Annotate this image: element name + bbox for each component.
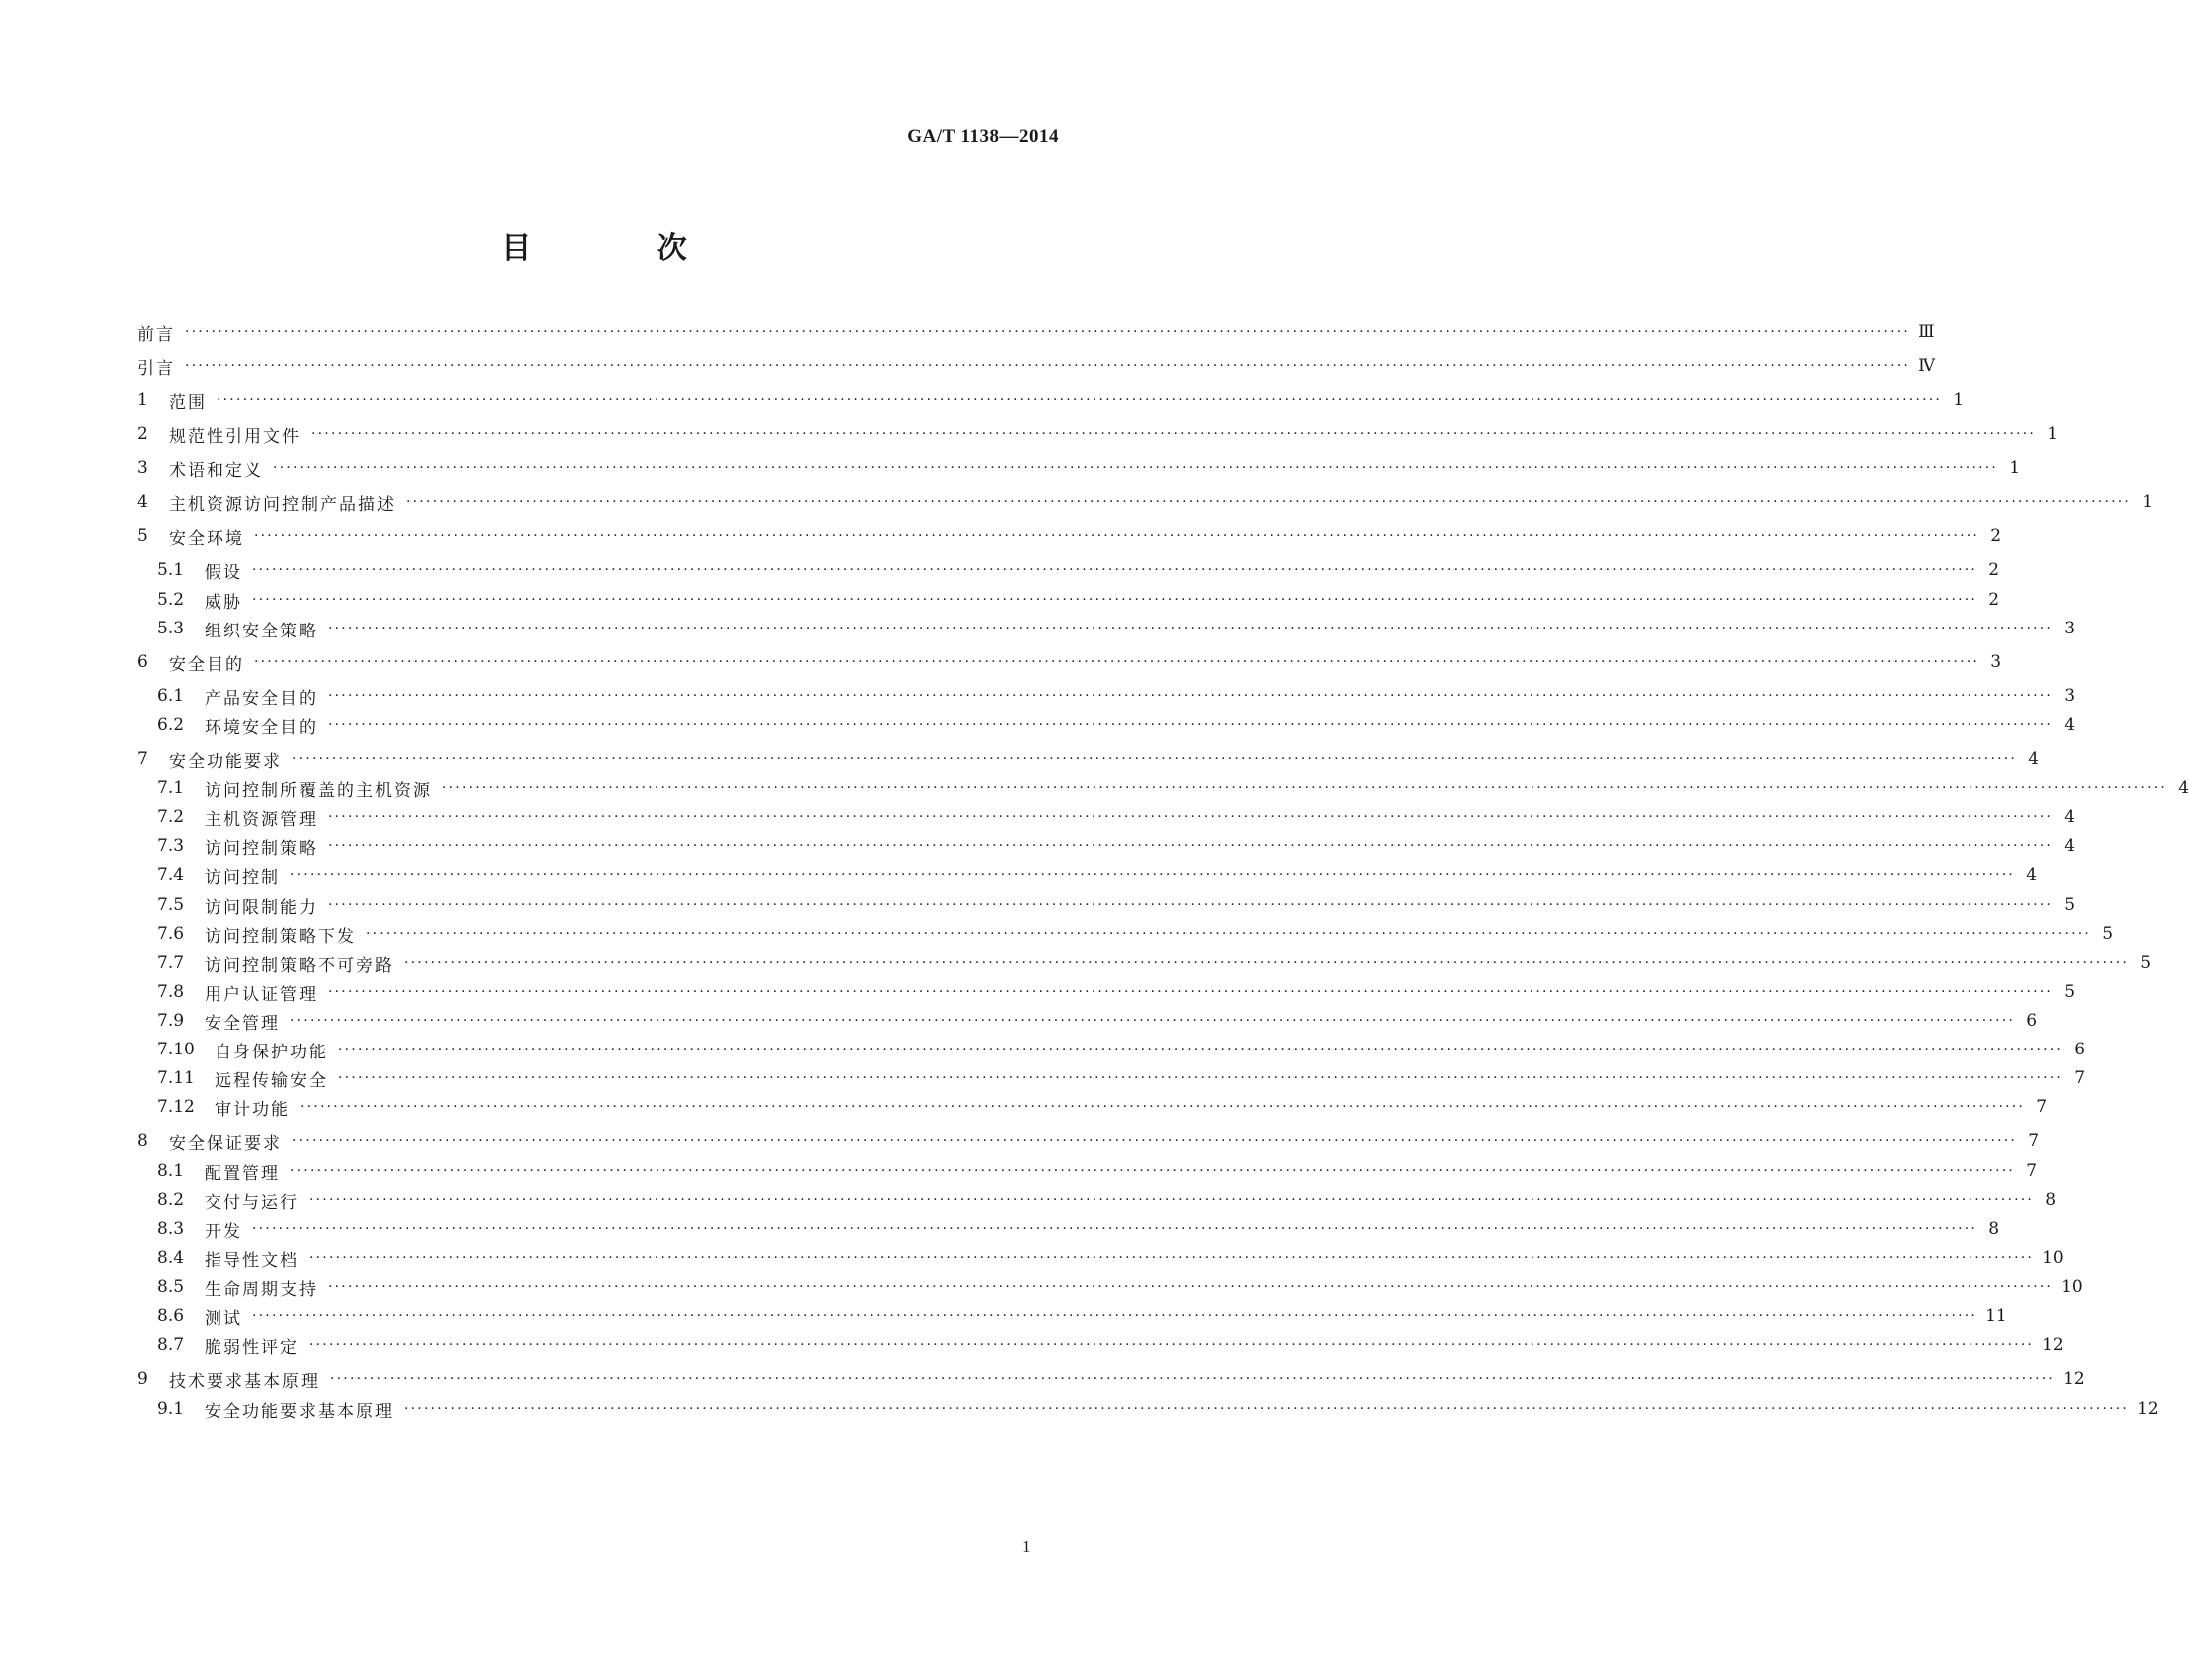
toc-entry-title: 前言 xyxy=(137,324,175,345)
toc-entry-page: 10 xyxy=(2042,1248,2064,1268)
toc-entry[interactable] xyxy=(157,1274,2083,1300)
toc-entry-page: 6 xyxy=(2026,1011,2038,1031)
toc-entry-title: 技术要求基本原理 xyxy=(169,1371,320,1392)
toc-entry[interactable] xyxy=(157,1396,2159,1422)
toc-dot-leader: ···································································································································································································································································· xyxy=(252,592,1978,608)
toc-entry-title: 安全保证要求 xyxy=(169,1133,282,1154)
toc-dot-leader: ···································································································································································································································································· xyxy=(338,1070,2064,1086)
toc-entry-number: 2 xyxy=(137,424,148,444)
toc-dot-leader: ···································································································································································································································································· xyxy=(252,1221,1978,1237)
toc-entry-title: 访问限制能力 xyxy=(205,897,318,918)
toc-entry-number: 3 xyxy=(137,458,148,478)
toc-entry-title: 审计功能 xyxy=(215,1099,290,1120)
toc-entry-title: 自身保护功能 xyxy=(215,1042,328,1062)
toc-entry-number: 7.7 xyxy=(157,953,185,973)
toc-entry[interactable] xyxy=(157,1187,2057,1213)
toc-entry-page: 7 xyxy=(2028,1131,2040,1151)
toc-entry-number: 9 xyxy=(137,1369,148,1389)
toc-entry[interactable] xyxy=(157,1094,2048,1120)
toc-entry[interactable] xyxy=(157,712,2076,738)
toc-entry-number: 7.1 xyxy=(157,778,185,798)
toc-entry-page: 7 xyxy=(2074,1068,2086,1088)
toc-entry[interactable] xyxy=(157,557,2000,583)
toc-entry[interactable] xyxy=(157,587,2000,613)
toc-dot-leader: ···································································································································································································································································· xyxy=(404,955,2130,971)
toc-entry-page: 4 xyxy=(2178,778,2189,798)
toc-dot-leader: ···································································································································································································································································· xyxy=(328,984,2054,1000)
toc-dot-leader: ···································································································································································································································································· xyxy=(328,688,2054,704)
toc-dot-leader: ···································································································································································································································································· xyxy=(406,494,2132,510)
toc-entry-page: 7 xyxy=(2036,1097,2048,1117)
toc-entry-number: 8.1 xyxy=(157,1161,185,1181)
toc-entry-title: 生命周期支持 xyxy=(205,1279,318,1300)
toc-entry-title: 脆弱性评定 xyxy=(205,1337,299,1358)
toc-entry[interactable] xyxy=(157,616,2076,641)
toc-entry-number: 8.5 xyxy=(157,1277,185,1297)
toc-dot-leader: ···································································································································································································································································· xyxy=(328,809,2054,825)
toc-entry[interactable] xyxy=(157,921,2114,947)
toc-entry-page: 10 xyxy=(2061,1277,2083,1297)
toc-dot-leader: ···································································································································································································································································· xyxy=(254,528,1980,544)
toc-entry[interactable] xyxy=(137,455,2021,481)
toc-entry-page: 4 xyxy=(2026,865,2038,885)
toc-entry-title: 术语和定义 xyxy=(169,460,263,481)
toc-entry[interactable] xyxy=(157,1216,2000,1242)
toc-entry-page: 1 xyxy=(2047,424,2059,444)
toc-entry[interactable] xyxy=(157,862,2038,888)
toc-entry-page: 1 xyxy=(2009,458,2021,478)
toc-dot-leader: ···································································································································································································································································· xyxy=(290,867,2016,883)
toc-entry-page: 11 xyxy=(1985,1306,2007,1326)
toc-dot-leader: ···································································································································································································································································· xyxy=(442,780,2168,796)
toc-dot-leader: ···································································································································································································································································· xyxy=(292,1133,2018,1149)
toc-entry-page: 4 xyxy=(2064,836,2076,856)
toc-entry-page: 4 xyxy=(2064,715,2076,735)
toc-dot-leader: ···································································································································································································································································· xyxy=(300,1099,2026,1115)
toc-entry-page: 12 xyxy=(2137,1399,2159,1419)
page-number: 1 xyxy=(1022,1537,1031,1556)
toc-entry[interactable] xyxy=(137,421,2059,447)
toc-dot-leader: ···································································································································································································································································· xyxy=(273,460,1999,476)
toc-dot-leader: ···································································································································································································································································· xyxy=(404,1401,2130,1417)
toc-entry-number: 5 xyxy=(137,526,148,546)
toc-entry-number: 7.11 xyxy=(157,1068,195,1088)
toc-entry[interactable] xyxy=(157,892,2076,918)
toc-entry-page: 2 xyxy=(1988,590,2000,610)
toc-entry[interactable] xyxy=(137,1128,2040,1154)
toc-entry-number: 5.3 xyxy=(157,619,185,638)
toc-entry-number: 4 xyxy=(137,492,148,512)
toc-entry-number: 7.3 xyxy=(157,836,185,856)
toc-dot-leader: ···································································································································································································································································· xyxy=(254,654,1980,670)
toc-entry-page: 1 xyxy=(2142,492,2154,512)
toc-entry-page: 5 xyxy=(2064,895,2076,915)
toc-entry-number: 7.8 xyxy=(157,982,185,1002)
toc-entry-title: 指导性文档 xyxy=(205,1250,299,1271)
toc-entry-number: 7.4 xyxy=(157,865,185,885)
toc-entry-number: 7.12 xyxy=(157,1097,195,1117)
toc-dot-leader: ···································································································································································································································································· xyxy=(252,1308,1978,1324)
toc-entry[interactable] xyxy=(157,804,2076,830)
toc-entry-number: 5.2 xyxy=(157,590,185,610)
toc-entry-number: 6 xyxy=(137,652,148,672)
toc-entry-title: 测试 xyxy=(205,1308,242,1329)
toc-dot-leader: ···································································································································································································································································· xyxy=(328,1279,2054,1295)
toc-entry-number: 7.9 xyxy=(157,1011,185,1031)
toc-entry[interactable] xyxy=(157,1037,2086,1062)
toc-entry-page: Ⅳ xyxy=(1918,356,1936,376)
toc-dot-leader: ···································································································································································································································································· xyxy=(328,897,2054,913)
toc-dot-leader: ···································································································································································································································································· xyxy=(290,1163,2016,1179)
toc-dot-leader: ···································································································································································································································································· xyxy=(292,751,2018,767)
toc-entry-page: 7 xyxy=(2026,1161,2038,1181)
toc-entry-title: 假设 xyxy=(205,562,242,583)
toc-entry[interactable] xyxy=(157,1332,2064,1358)
standard-code: GA/T 1138—2014 xyxy=(907,126,1059,147)
toc-entry-page: 6 xyxy=(2074,1040,2086,1059)
toc-entry-number: 8.7 xyxy=(157,1335,185,1355)
toc-dot-leader: ···································································································································································································································································· xyxy=(311,426,2037,442)
toc-entry[interactable] xyxy=(137,353,1936,379)
toc-dot-leader: ···································································································································································································································································· xyxy=(328,717,2054,733)
toc-entry-title: 访问控制策略下发 xyxy=(205,926,356,947)
toc-entry[interactable] xyxy=(157,1245,2064,1271)
toc-entry-number: 8.4 xyxy=(157,1248,185,1268)
toc-dot-leader: ···································································································································································································································································· xyxy=(309,1337,2035,1353)
toc-entry-number: 7.2 xyxy=(157,807,185,827)
toc-entry-title: 安全管理 xyxy=(205,1013,280,1034)
toc-dot-leader: ···································································································································································································································································· xyxy=(338,1042,2064,1057)
toc-entry-page: 3 xyxy=(2064,619,2076,638)
toc-entry-number: 8.2 xyxy=(157,1190,185,1210)
toc-entry-title: 威胁 xyxy=(205,592,242,613)
toc-dot-leader: ···································································································································································································································································· xyxy=(309,1250,2035,1266)
toc-entry-title: 安全目的 xyxy=(169,654,244,675)
toc-entry-page: 4 xyxy=(2064,807,2076,827)
toc-entry-number: 7.10 xyxy=(157,1040,195,1059)
toc-entry-title: 安全功能要求基本原理 xyxy=(205,1401,394,1422)
toc-entry-page: 2 xyxy=(1988,560,2000,580)
toc-entry-title: 引言 xyxy=(137,358,175,379)
toc-entry-title: 访问控制策略不可旁路 xyxy=(205,955,394,976)
toc-dot-leader: ···································································································································································································································································· xyxy=(328,838,2054,854)
toc-entry[interactable] xyxy=(137,746,2040,772)
toc-entry-title: 安全功能要求 xyxy=(169,751,282,772)
toc-entry-number: 7 xyxy=(137,749,148,769)
toc-entry[interactable] xyxy=(157,833,2076,859)
toc-entry[interactable] xyxy=(157,950,2152,976)
toc-entry[interactable] xyxy=(157,1008,2038,1034)
toc-entry-title: 范围 xyxy=(169,392,207,413)
toc-entry-title: 组织安全策略 xyxy=(205,621,318,641)
toc-entry-page: 8 xyxy=(2045,1190,2057,1210)
toc-entry-title: 交付与运行 xyxy=(205,1192,299,1213)
toc-entry[interactable] xyxy=(137,523,2002,549)
toc-entry-number: 6.1 xyxy=(157,686,185,706)
toc-entry-number: 5.1 xyxy=(157,560,185,580)
toc-entry-page: 12 xyxy=(2042,1335,2064,1355)
toc-dot-leader: ···································································································································································································································································· xyxy=(328,621,2054,636)
toc-entry-title: 远程传输安全 xyxy=(215,1070,328,1091)
toc-entry-number: 8.3 xyxy=(157,1219,185,1239)
toc-entry-page: 5 xyxy=(2102,924,2114,944)
toc-entry-page: 12 xyxy=(2063,1369,2085,1389)
toc-entry-title: 用户认证管理 xyxy=(205,984,318,1005)
toc-dot-leader: ···································································································································································································································································· xyxy=(252,562,1978,578)
toc-entry[interactable] xyxy=(137,319,1935,345)
toc-entry-title: 访问控制 xyxy=(205,867,280,888)
toc-entry[interactable] xyxy=(157,1065,2086,1091)
toc-dot-leader: ···································································································································································································································································· xyxy=(217,392,1943,408)
toc-entry-number: 8 xyxy=(137,1131,148,1151)
toc-entry-number: 9.1 xyxy=(157,1399,185,1419)
toc-entry-title: 安全环境 xyxy=(169,528,244,549)
toc-entry-title: 主机资源管理 xyxy=(205,809,318,830)
toc-entry[interactable] xyxy=(157,683,2076,709)
toc-entry-title: 规范性引用文件 xyxy=(169,426,301,447)
toc-entry-page: 5 xyxy=(2064,982,2076,1002)
toc-entry-page: 4 xyxy=(2028,749,2040,769)
toc-entry-page: 8 xyxy=(1988,1219,2000,1239)
toc-entry[interactable] xyxy=(137,649,2002,675)
toc-entry-number: 8.6 xyxy=(157,1306,185,1326)
toc-entry-number: 7.5 xyxy=(157,895,185,915)
toc-dot-leader: ···································································································································································································································································· xyxy=(290,1013,2016,1029)
toc-entry-title: 访问控制策略 xyxy=(205,838,318,859)
page-title: 目 次 xyxy=(501,231,745,266)
toc-entry-title: 开发 xyxy=(205,1221,242,1242)
toc-entry-title: 产品安全目的 xyxy=(205,688,318,709)
toc-entry[interactable] xyxy=(157,979,2076,1005)
toc-entry-page: 3 xyxy=(2064,686,2076,706)
toc-entry-title: 主机资源访问控制产品描述 xyxy=(169,494,396,515)
toc-dot-leader: ···································································································································································································································································· xyxy=(185,358,1911,374)
toc-entry-page: 2 xyxy=(1990,526,2002,546)
toc-dot-leader: ···································································································································································································································································· xyxy=(185,324,1911,340)
toc-entry-page: 3 xyxy=(1990,652,2002,672)
toc-entry-page: Ⅲ xyxy=(1918,322,1935,342)
toc-entry[interactable] xyxy=(157,775,2189,801)
toc-entry-number: 6.2 xyxy=(157,715,185,735)
toc-entry-number: 7.6 xyxy=(157,924,185,944)
toc-dot-leader: ···································································································································································································································································· xyxy=(330,1371,2056,1387)
toc-dot-leader: ···································································································································································································································································· xyxy=(309,1192,2035,1208)
toc-entry[interactable] xyxy=(137,489,2154,515)
toc-dot-leader: ···································································································································································································································································· xyxy=(366,926,2092,942)
toc-entry[interactable] xyxy=(137,1366,2085,1392)
toc-entry-number: 1 xyxy=(137,390,148,410)
toc-entry-title: 访问控制所覆盖的主机资源 xyxy=(205,780,432,801)
toc-entry-title: 环境安全目的 xyxy=(205,717,318,738)
toc-entry[interactable] xyxy=(157,1158,2038,1184)
toc-entry-title: 配置管理 xyxy=(205,1163,280,1184)
toc-entry-page: 1 xyxy=(1953,390,1965,410)
toc-entry-page: 5 xyxy=(2140,953,2152,973)
toc-entry[interactable] xyxy=(137,387,1965,413)
toc-entry[interactable] xyxy=(157,1303,2007,1329)
